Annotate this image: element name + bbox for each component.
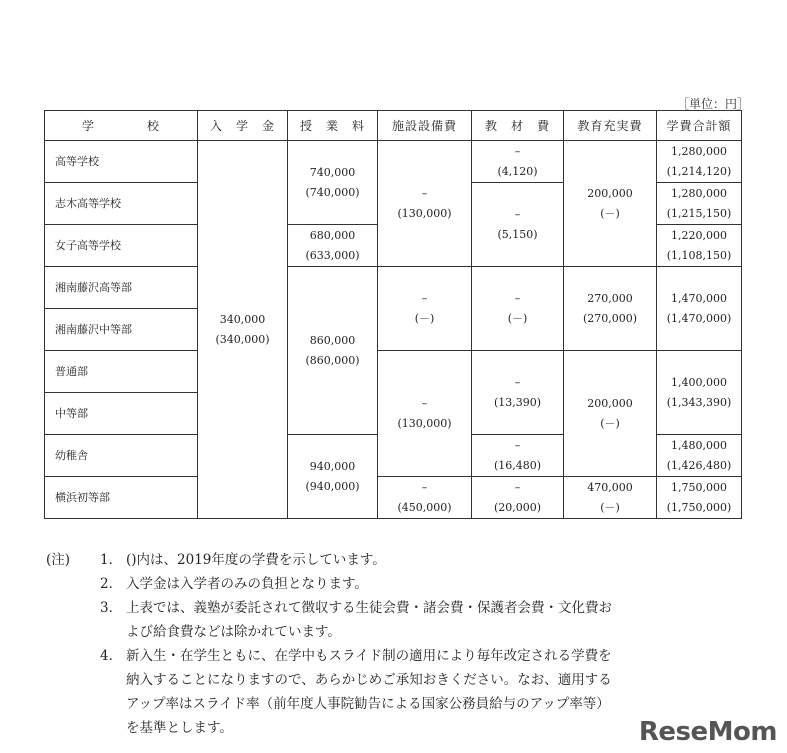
note-text: 納入することになりますので、あらかじめご承知おきください。なお、適用する xyxy=(126,672,612,688)
materials-cell: – (20,000) xyxy=(472,477,564,519)
note-text: 上表では、義塾が委託されて徴収する生徒会費・諸会費・保護者会費・文化費お xyxy=(126,600,612,616)
total-cell: 1,470,000 (1,470,000) xyxy=(657,267,742,351)
total-cell: 1,280,000 (1,215,150) xyxy=(657,183,742,225)
total-cell: 1,750,000 (1,750,000) xyxy=(657,477,742,519)
admission-cell: 340,000 (340,000) xyxy=(198,141,288,519)
note-item xyxy=(46,548,746,572)
note-number: 3． xyxy=(100,600,123,616)
tuition-cell: 940,000 (940,000) xyxy=(288,435,378,519)
materials-cell: – (4,120) xyxy=(472,141,564,183)
tuition-cell: 740,000 (740,000) xyxy=(288,141,378,225)
note-item xyxy=(46,596,746,644)
header-admission: 入 学 金 xyxy=(198,111,288,141)
school-name: 横浜初等部 xyxy=(45,477,198,519)
header-tuition: 授 業 料 xyxy=(288,111,378,141)
header-facility: 施設設備費 xyxy=(378,111,472,141)
facility-cell: – (－) xyxy=(378,267,472,351)
school-name: 中等部 xyxy=(45,393,198,435)
header-total: 学費合計額 xyxy=(657,111,742,141)
school-name: 志木高等学校 xyxy=(45,183,198,225)
facility-cell: – (130,000) xyxy=(378,141,472,267)
total-cell: 1,220,000 (1,108,150) xyxy=(657,225,742,267)
school-name: 普通部 xyxy=(45,351,198,393)
total-cell: 1,280,000 (1,214,120) xyxy=(657,141,742,183)
header-row xyxy=(45,111,742,141)
note-text: ()内は、2019年度の学費を示しています。 xyxy=(126,552,386,568)
school-name: 湘南藤沢高等部 xyxy=(45,267,198,309)
header-school: 学 校 xyxy=(45,111,198,141)
enrichment-cell: 200,000 (－) xyxy=(564,141,657,267)
note-text: よび給食費などは除かれています。 xyxy=(126,624,341,640)
notes-lead: (注) xyxy=(46,552,71,568)
note-text: を基準とします。 xyxy=(126,720,233,736)
school-name: 高等学校 xyxy=(45,141,198,183)
materials-cell: – (－) xyxy=(472,267,564,351)
table-row xyxy=(45,267,742,309)
note-number: 2． xyxy=(100,576,123,592)
header-materials: 教 材 費 xyxy=(472,111,564,141)
note-number: 1． xyxy=(100,552,123,568)
materials-cell: – (13,390) xyxy=(472,351,564,435)
resemom-logo: ReseMom xyxy=(638,717,777,747)
total-cell: 1,400,000 (1,343,390) xyxy=(657,351,742,435)
enrichment-cell: 200,000 (－) xyxy=(564,351,657,477)
note-item xyxy=(46,572,746,596)
enrichment-cell: 470,000 (－) xyxy=(564,477,657,519)
note-text: 新入生・在学生ともに、在学中もスライド制の適用により毎年改定される学費を xyxy=(126,648,612,664)
total-cell: 1,480,000 (1,426,480) xyxy=(657,435,742,477)
materials-cell: – (5,150) xyxy=(472,183,564,267)
school-name: 女子高等学校 xyxy=(45,225,198,267)
table-row xyxy=(45,477,742,519)
unit-label: ［単位：円］ xyxy=(677,97,750,111)
enrichment-cell: 270,000 (270,000) xyxy=(564,267,657,351)
facility-cell: – (450,000) xyxy=(378,477,472,519)
table-row xyxy=(45,141,742,183)
materials-cell: – (16,480) xyxy=(472,435,564,477)
header-enrichment: 教育充実費 xyxy=(564,111,657,141)
school-name: 湘南藤沢中等部 xyxy=(45,309,198,351)
school-name: 幼稚舎 xyxy=(45,435,198,477)
table-row xyxy=(45,351,742,393)
note-text: 入学金は入学者のみの負担となります。 xyxy=(126,576,368,592)
tuition-cell: 680,000 (633,000) xyxy=(288,225,378,267)
facility-cell: – (130,000) xyxy=(378,351,472,477)
tuition-cell: 860,000 (860,000) xyxy=(288,267,378,435)
note-number: 4． xyxy=(100,648,123,664)
tuition-fee-table xyxy=(44,110,742,519)
note-text: アップ率はスライド率（前年度人事院勧告による国家公務員給与のアップ率等） xyxy=(126,696,610,712)
notes xyxy=(46,548,746,740)
